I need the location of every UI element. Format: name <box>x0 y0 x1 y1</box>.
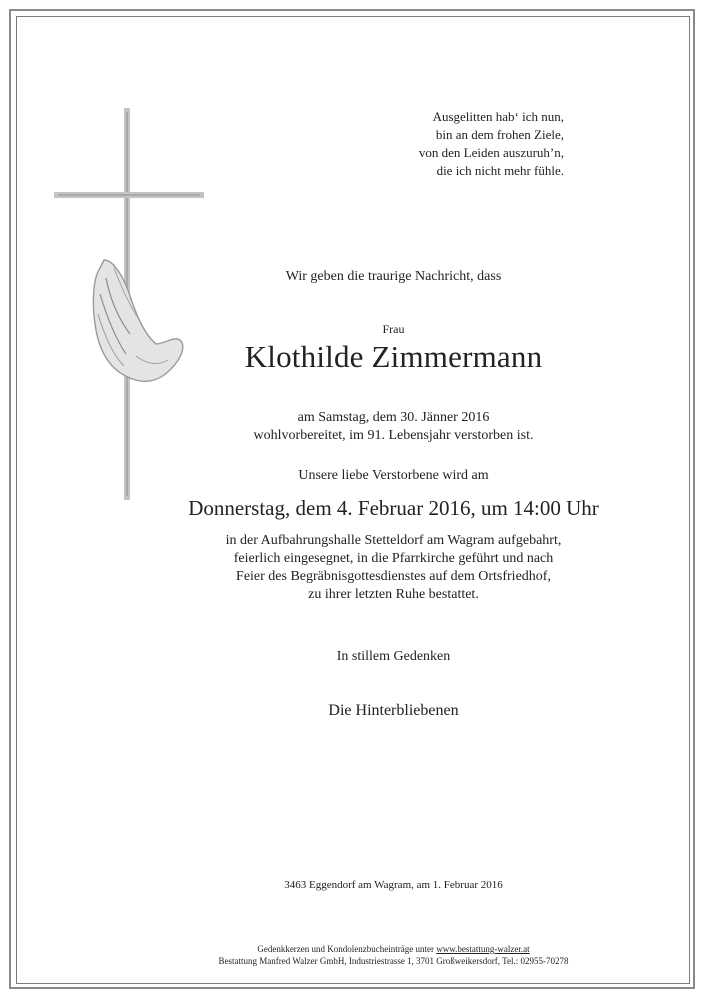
footer <box>40 943 707 967</box>
death-line: wohlvorbereitet, im 91. Lebensjahr verstorben ist. <box>253 428 534 443</box>
poem-line: Ausgelitten hab‘ ich nun, <box>432 109 564 124</box>
website-link[interactable]: www.bestattung-walzer.at <box>436 944 530 954</box>
footer-line-2: Bestattung Manfred Walzer GmbH, Industriestrasse 1, 3701 Großweikersdorf, Tel.: 02955-70278 <box>218 956 569 966</box>
salutation: Frau <box>382 322 405 336</box>
funeral-line: Feier des Begräbnisgottesdienstes auf dem Ortsfriedhof, <box>236 569 551 584</box>
death-details <box>40 409 707 445</box>
funeral-line: feierlich eingesegnet, in die Pfarrkirche geführt und nach <box>233 551 554 566</box>
funeral-details <box>40 532 707 604</box>
poem <box>419 108 564 180</box>
funeral-date: Donnerstag, dem 4. Februar 2016, um 14:00 Uhr <box>188 496 599 520</box>
signature: Die Hinterbliebenen <box>328 702 459 719</box>
funeral-line: in der Aufbahrungshalle Stetteldorf am Wagram aufgebahrt, <box>225 533 562 548</box>
announcement-intro: Wir geben die traurige Nachricht, dass <box>285 269 502 284</box>
poem-line: die ich nicht mehr fühle. <box>436 163 564 178</box>
death-line: am Samstag, dem 30. Jänner 2016 <box>297 410 490 425</box>
place-date: 3463 Eggendorf am Wagram, am 1. Februar 2016 <box>284 879 503 891</box>
deceased-name: Klothilde Zimmermann <box>244 339 543 374</box>
cross-with-praying-hands-icon <box>40 108 210 508</box>
footer-prefix: Gedenkkerzen und Kondolenzbucheinträge unter <box>257 944 437 954</box>
poem-line: von den Leiden auszuruh’n, <box>418 145 564 160</box>
poem-line: bin an dem frohen Ziele, <box>435 127 564 142</box>
funeral-intro: Unsere liebe Verstorbene wird am <box>298 468 489 483</box>
footer-line-1 <box>40 943 707 955</box>
funeral-line: zu ihrer letzten Ruhe bestattet. <box>308 587 479 602</box>
remembrance-text: In stillem Gedenken <box>336 649 451 664</box>
